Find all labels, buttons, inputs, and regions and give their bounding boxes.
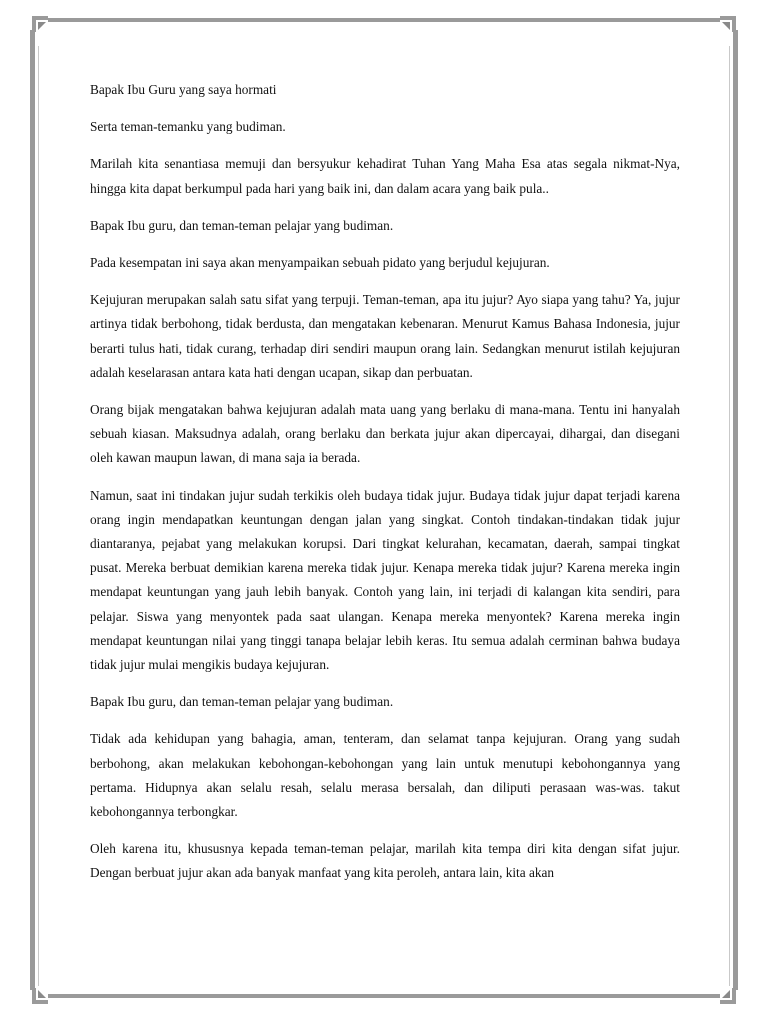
paragraph: Oleh karena itu, khususnya kepada teman-teman pelajar, marilah kita tempa diri kita dengan sifat jujur. Dengan berbuat jujur akan ada banyak manfaat yang kita peroleh, antara lain, kita akan [90, 841, 680, 881]
corner-ornament-icon [720, 988, 736, 1004]
paragraph: Marilah kita senantiasa memuji dan bersyukur kehadirat Tuhan Yang Maha Esa atas segala nikmat-Nya, hingga kita dapat berkumpul pada hari yang baik ini, dan dalam acara yang baik pula.. [90, 156, 680, 196]
page-border-top [38, 18, 730, 22]
speech-text [90, 78, 680, 899]
paragraph: Namun, saat ini tindakan jujur sudah terkikis oleh budaya tidak jujur. Budaya tidak jujur dapat terjadi karena orang ingin mendapatkan keuntungan dengan jalan yang singkat. Contoh tindakan-tindakan tidak jujur diantaranya, pejabat yang melakukan korupsi. Dari tingkat kelurahan, kecamatan, daerah, sampai tingkat pusat. Mereka berbuat demikian karena mereka tidak jujur. Kenapa mereka tidak jujur? Karena mereka ingin mendapat keuntungan yang jauh lebih banyak. Contoh yang lain, ini terjadi di kalangan kita sendiri, para pelajar. Siswa yang menyontek pada saat ulangan. Kenapa mereka menyontek? Karena mereka ingin mendapat keuntungan nilai yang tinggi tanapa belajar lebih keras. Itu semua adalah cerminan bahwa budaya tidak jujur mulai mengikis budaya kejujuran. [90, 487, 680, 673]
paragraph: Orang bijak mengatakan bahwa kejujuran adalah mata uang yang berlaku di mana-mana. Tentu ini hanyalah sebuah kiasan. Maksudnya adalah, orang berlaku dan berkata jujur akan dipercayai, dihargai, dan disegani oleh kawan maupun lawan, di mana saja ia berada. [90, 402, 680, 466]
page-border-inner-right [729, 46, 730, 986]
corner-ornament-icon [32, 16, 48, 32]
corner-ornament-icon [720, 16, 736, 32]
address-line: Bapak Ibu guru, dan teman-teman pelajar yang budiman. [90, 217, 394, 233]
address-line: Bapak Ibu guru, dan teman-teman pelajar yang budiman. [90, 694, 394, 710]
page-border-right [733, 30, 738, 990]
paragraph: Tidak ada kehidupan yang bahagia, aman, tenteram, dan selamat tanpa kejujuran. Orang yang sudah berbohong, akan melakukan kebohongan-kebohongan yang lain untuk menutupi kebohongannya yang pertama. Hidupnya akan selalu resah, selalu merasa bersalah, dan diliputi perasaan was-was. takut kebohongannya terbongkar. [90, 731, 680, 820]
page-border-inner-left [38, 46, 39, 986]
corner-ornament-icon [32, 988, 48, 1004]
greeting-line: Serta teman-temanku yang budiman. [90, 119, 286, 135]
greeting-line: Bapak Ibu Guru yang saya hormati [90, 82, 277, 97]
page-border-bottom [38, 994, 730, 998]
paragraph: Kejujuran merupakan salah satu sifat yang terpuji. Teman-teman, apa itu jujur? Ayo siapa yang tahu? Ya, jujur artinya tidak berbohong, tidak berdusta, dan mengatakan kebenaran. Menurut Kamus Bahasa Indonesia, jujur berarti tulus hati, tidak curang, terhadap diri sendiri maupun orang lain. Sedangkan menurut istilah kejujuran adalah keselarasan antara kata hati dengan ucapan, sikap dan perbuatan. [90, 292, 680, 380]
paragraph: Pada kesempatan ini saya akan menyampaikan sebuah pidato yang berjudul kejujuran. [90, 255, 550, 271]
page-border-left [30, 30, 35, 990]
